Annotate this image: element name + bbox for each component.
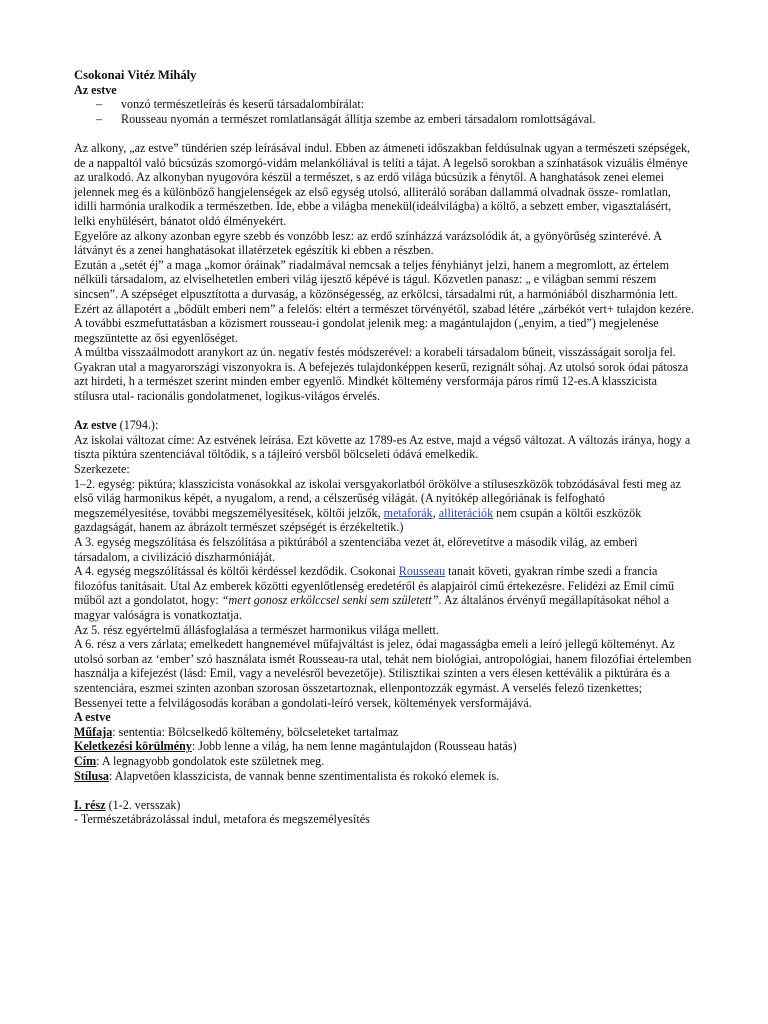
bullet-text: vonzó természetleírás és keserű társadalombírálat: — [121, 97, 365, 112]
field-label: Keletkezési körülmény — [74, 739, 192, 754]
text-span: 1–2. egység: piktúra; klasszicista vonásokkal az iskolai versgyakorlatból örökölve a stíluseszközök tobzódásával festi meg az első világ harmonikus képét, a nyugalom, a rend, a célszerűség világát. (A nyitókép allegóriának is felfogható megszemélyesítése, további megszemélyesítések, költői jelzők, — [74, 476, 681, 520]
field-row — [74, 725, 694, 740]
structure-label: Szerkezete: — [74, 462, 130, 477]
field-label: Cím — [74, 753, 97, 768]
field-row — [74, 739, 694, 754]
body-paragraph: Az alkony, „az estve” tündérien szép leírásával indul. Ebben az átmeneti időszakban feldúsulnak ugyan a természeti szépségek, de a nappaltól való búcsúzás szomorgó-vidám melankóliával is telíti a tájat. A legelső sorokban a színhatások vizuális élménye az uralkodó. Az alkonyban nyugovóra készül a természet, s az erdő világa búcsúzik a fénytől. A hanghatások zenei elemei jelennek meg és a különböző hangjelenségek az első egység utolsó, alliteráló sorában dallammá olvadnak össze- romlatlan, idilli harmónia uralkodik a természetben. Ide, ebbe a világba menekül(ideálvilágba) a költő, a sebzett ember, vigasztalásért, lelki enyhülésért, bánatot oldó élményekért. — [74, 140, 691, 228]
paragraph-spacer — [74, 783, 694, 798]
body-paragraph: Ezután a „setét éj” a maga „komor óráinak” riadalmával nemcsak a teljes fényhiányt jelzi, hanem a megromlott, az értelem nélküli társadalom, az elviselhetetlen emberi világ ijesztő képévé is tágul. Közvetlen panasz: „ e világban semmi részem sincsen”. A szépséget elpusztította a durvaság, a közönségesség, az erkölcsi, társadalmi rút, a harmóniából diszharmónia lett. Ezért az állapotért a „bődült emberi nem” a felelős: eltért a természet törvényétől, szabad létére „zárbékót vert+ tulajdon kezére. A további eszmefuttatásban a közismert rousseau-i gondolat jelenik meg: a magántulajdon („enyim, a tied”) megjelenése megszüntette az ősi egyenlőséget. — [74, 257, 694, 345]
body-paragraph: Az 5. rész egyértelmű állásfoglalása a természet harmonikus világa mellett. — [74, 622, 440, 637]
link-alliteraciok[interactable]: alliterációk — [438, 505, 494, 520]
body-paragraph: - Természetábrázolással indul, metafora és megszemélyesítés — [74, 812, 370, 827]
text-span: tanait követi, gyakran rímbe szedi a francia filozófus tanításait. Utal Az emberek közötti egyenlőtlenség eredetéről és alapjairól című értekezésre. Felidézi az Emil című műből azt a gondolatot, hogy: — [74, 564, 675, 608]
body-paragraph — [74, 564, 694, 622]
link-metaforak[interactable]: metaforák — [383, 505, 433, 520]
text-span: . Az általános érvényű megállapításokat néhol a magyar valóságra is vonatkoztatja. — [74, 593, 670, 622]
heading-rest: (1794.): — [116, 418, 159, 433]
author-heading: Csokonai Vitéz Mihály — [74, 68, 197, 82]
dash-bullet-icon: – — [96, 97, 103, 112]
body-paragraph: Az iskolai változat címe: Az estvének leírása. Ezt követte az 1789-es Az estve, majd a végső változat. A változás iránya, hogy a tiszta piktúra szentenciával töltődik, s a tájleíró versből bölcseleti ódává emelkedik. — [74, 432, 691, 462]
heading-bold: Az estve — [74, 418, 117, 433]
paragraph-spacer — [74, 404, 694, 419]
summary-bullet-list — [74, 97, 694, 126]
link-rousseau[interactable]: Rousseau — [398, 564, 446, 579]
field-value: : A legnagyobb gondolatok este születnek meg. — [96, 753, 325, 768]
field-value: : Alapvetően klasszicista, de vannak benne szentimentalista és rokokó elemek is. — [108, 768, 500, 783]
text-span: , — [432, 505, 439, 520]
part-heading-rest: (1-2. versszak) — [105, 797, 181, 812]
poem-title-heading: Az estve — [74, 82, 117, 97]
field-label: Stílusa — [74, 768, 109, 783]
list-item — [74, 97, 694, 112]
italic-quote: “mert gonosz erkölccsel senki sem született” — [221, 593, 439, 608]
list-item — [74, 112, 694, 127]
bullet-text: Rousseau nyomán a természet romlatlanságát állítja szembe az emberi társadalom romlottságával. — [121, 111, 596, 126]
body-paragraph: A 3. egység megszólítása és felszólítása a piktúrából a szentenciába vezet át, előrevetítve a második világ, az emberi társadalom, a civilizáció diszharmóniáját. — [74, 535, 638, 564]
paragraph-spacer — [74, 126, 694, 141]
section-title-a-estve: A estve — [74, 710, 111, 725]
section-heading-1794 — [74, 418, 694, 433]
part-heading — [74, 798, 694, 813]
body-paragraph: A 6. rész a vers zárlata; emelkedett hangnemével műfajváltást is jelez, ódai magasságba emeli a leíró jellegű költeményt. Az utolsó sorban az ‘ember’ szó használata ismét Rousseau-ra utal, tehát nem biológiai, antropológiai, hanem filozófiai értelemben használja a kifejezést (lásd: Emil, vagy a nevelésről bevezetője). Stilisztikai szinten a vers élesen kettéválik a piktúrára és a szentenciára, eszmei szinten azonban szorosan összetartoznak, ellenpontozzák egymást. A verselés felező tizenkettes; Bessenyei tette a felvilágosodás korában a gondolati-leíró versek, költemények versformájává. — [74, 637, 692, 710]
body-paragraph — [74, 477, 694, 535]
text-span: nem csupán a költői eszközök gazdagságát, hanem az ábrázolt természet szépségét is érzékeltetik.) — [74, 505, 642, 535]
field-value: : sententia: Bölcselkedő költemény, bölcseleteket tartalmaz — [112, 724, 399, 739]
dash-bullet-icon: – — [96, 111, 103, 126]
body-paragraph: Egyelőre az alkony azonban egyre szebb és vonzóbb lesz: az erdő színházzá varázsolódik át, a gyönyörűség szinterévé. A látványt és a zenei hanghatásokat illatérzetek egészítik ki ebben a részben. — [74, 228, 662, 258]
text-span: A 4. egység megszólítással és költői kérdéssel kezdődik. Csokonai — [74, 564, 399, 579]
body-paragraph: A múltba visszaálmodott aranykort az ún. negatív festés módszerével: a korabeli társadalom bűneit, visszásságait sorolja fel. Gyakran utal a magyarországi viszonyokra is. A befejezés tulajdonképpen keserű, rezignált sóhaj. Az utolsó sorok ódai pátosza azt hirdeti, h a természet szerint minden ember egyenlő. Mindkét költemény versformája páros rímű 12-es.A klasszicista stílusra utal- racionális gondolatmenet, logikus-világos érvelés. — [74, 345, 689, 404]
field-value: : Jobb lenne a világ, ha nem lenne magántulajdon (Rousseau hatás) — [191, 739, 517, 754]
part-heading-bold: I. rész — [74, 797, 106, 812]
field-row — [74, 754, 694, 769]
field-label: Műfaja — [74, 724, 113, 739]
field-row — [74, 769, 694, 784]
